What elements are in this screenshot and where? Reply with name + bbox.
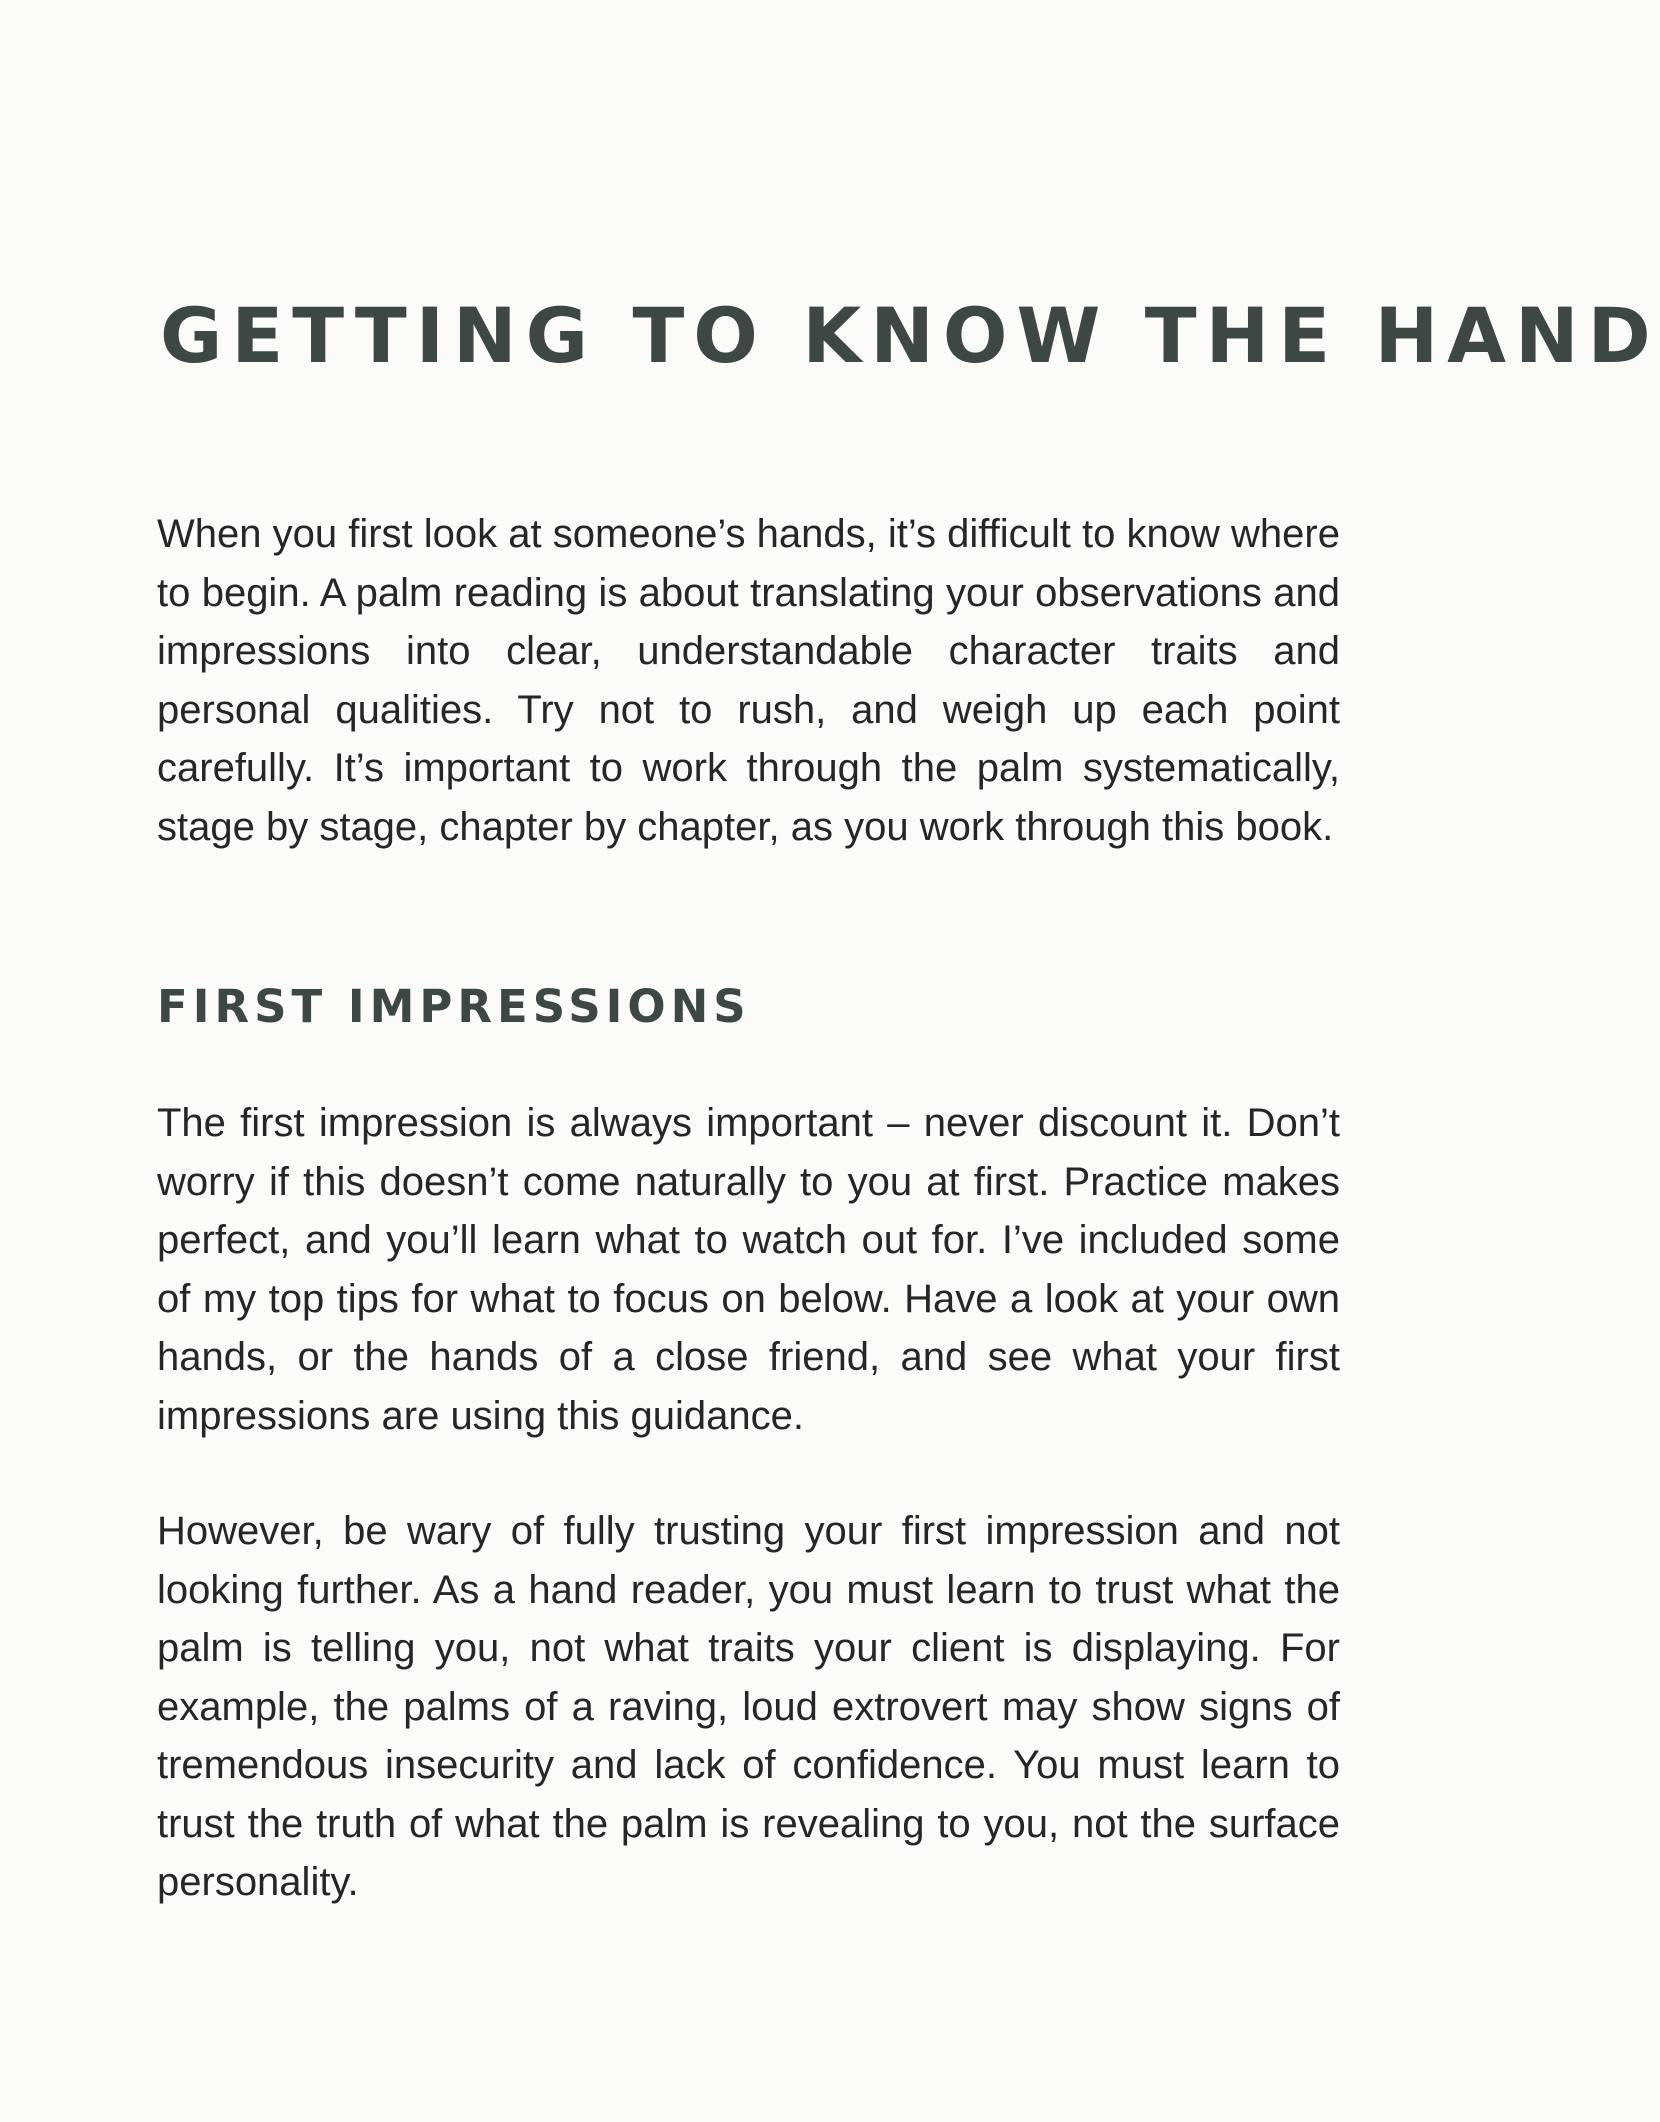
intro-paragraph: When you first look at someone’s hands, it’s difficult to know where to begin. A palm reading is about translating your observations and impressions into clear, understandable character traits and personal qualities. Try not to rush, and weigh up each point carefully. It’s important to work through the palm systematically, stage by stage, chapter by chapter, as you work through this book. — [157, 512, 1340, 849]
section-heading: FIRST IMPRESSIONS — [157, 980, 751, 1033]
section-paragraph-2: However, be wary of fully trusting your first impression and not looking further. As a hand reader, you must learn to trust what the palm is telling you, not what traits your client is displaying. For example, the palms of a raving, loud extrovert may show signs of tremendous insecurity and lack of confidence. You must learn to trust the truth of what the palm is revealing to you, not the surface personality. — [157, 1509, 1340, 1904]
section-paragraph-1: The first impression is always important – never discount it. Don’t worry if this doesn’t come naturally to you at first. Practice makes perfect, and you’ll learn what to watch out for. I’ve included some of my top tips for what to focus on below. Have a look at your own hands, or the hands of a close friend, and see what your first impressions are using this guidance. — [157, 1101, 1340, 1438]
chapter-title: GETTING TO KNOW THE HAND — [160, 291, 1660, 380]
